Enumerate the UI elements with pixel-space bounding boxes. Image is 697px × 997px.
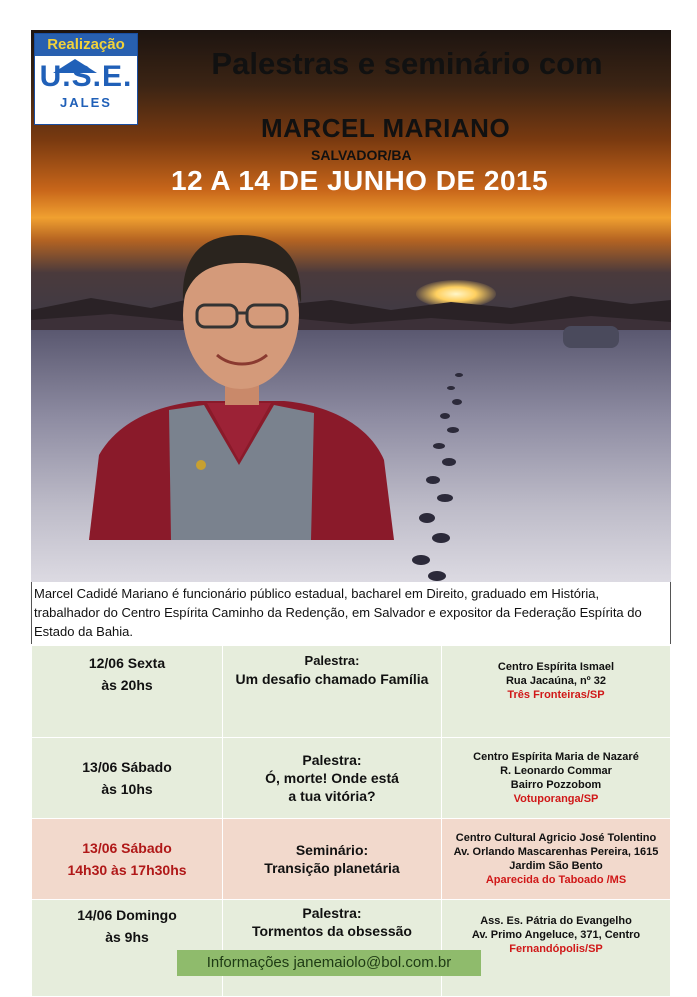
venue-neighborhood: Jardim São Bento bbox=[509, 860, 603, 872]
schedule-time: às 10hs bbox=[101, 781, 153, 797]
use-jales-logo bbox=[34, 33, 138, 125]
schedule-venue bbox=[442, 738, 671, 819]
schedule-event bbox=[223, 738, 442, 819]
schedule-venue bbox=[442, 900, 671, 997]
event-type: Palestra: bbox=[302, 905, 362, 921]
schedule-when bbox=[32, 646, 223, 738]
headline: Palestras e seminário com bbox=[211, 46, 603, 81]
event-title: Tormentos da obsessão bbox=[251, 923, 412, 939]
schedule-time: às 20hs bbox=[101, 677, 153, 693]
schedule-event bbox=[223, 646, 442, 738]
schedule-when bbox=[32, 819, 223, 900]
house-icon bbox=[53, 59, 97, 73]
speaker-name: MARCEL MARIANO bbox=[261, 113, 511, 143]
schedule-date: 14/06 Domingo bbox=[77, 907, 177, 923]
event-type: Palestra: bbox=[304, 653, 360, 668]
logo-city: JALES bbox=[60, 95, 112, 110]
venue-city: Fernandópolis/SP bbox=[509, 943, 603, 955]
venue-city: Votuporanga/SP bbox=[513, 793, 599, 805]
contact-info: Informações janemaiolo@bol.com.br bbox=[177, 950, 481, 976]
event-type: Seminário: bbox=[295, 842, 369, 858]
schedule-date: 13/06 Sábado bbox=[82, 759, 172, 775]
venue-address: Av. Orlando Mascarenhas Pereira, 1615 bbox=[453, 846, 659, 858]
venue-address: Rua Jacaúna, nº 32 bbox=[505, 675, 606, 687]
event-type: Palestra: bbox=[302, 752, 362, 768]
schedule-row bbox=[32, 738, 671, 819]
event-title-line-1: Ó, morte! Onde está bbox=[265, 770, 399, 786]
schedule-date: 12/06 Sexta bbox=[88, 655, 166, 671]
speaker-bio: Marcel Cadidé Mariano é funcionário público estadual, bacharel em Direito, graduado em História, trabalhador do Centro Espírita Caminho da Redenção, em Salvador e expositor da Federação Espírita do Estado da Bahia. bbox=[31, 582, 671, 644]
event-title: Um desafio chamado Família bbox=[235, 671, 429, 687]
venue-name: Centro Espírita Maria de Nazaré bbox=[473, 751, 639, 763]
venue-address: R. Leonardo Commar bbox=[500, 765, 612, 777]
venue-neighborhood: Bairro Pozzobom bbox=[510, 779, 602, 791]
schedule-venue bbox=[442, 646, 671, 738]
schedule-time: às 9hs bbox=[105, 929, 149, 945]
logo-realizacao: Realização bbox=[35, 34, 137, 56]
schedule-row bbox=[32, 819, 671, 900]
event-dates: 12 A 14 DE JUNHO DE 2015 bbox=[171, 165, 549, 196]
speaker-portrait bbox=[89, 205, 394, 540]
schedule-time: 14h30 às 17h30hs bbox=[67, 862, 187, 878]
schedule-event bbox=[223, 900, 442, 997]
venue-address: Av. Primo Angeluce, 371, Centro bbox=[471, 929, 641, 941]
venue-city: Aparecida do Taboado /MS bbox=[485, 874, 627, 886]
schedule-date: 13/06 Sábado bbox=[82, 840, 172, 856]
venue-name: Centro Espírita Ismael bbox=[497, 661, 615, 673]
schedule-when bbox=[32, 900, 223, 997]
hero-image bbox=[31, 30, 671, 582]
schedule-when bbox=[32, 738, 223, 819]
logo-use: U.S.E. bbox=[39, 60, 133, 93]
schedule-row bbox=[32, 900, 671, 997]
event-title-line-2: a tua vitória? bbox=[288, 788, 376, 804]
venue-name: Centro Cultural Agricio José Tolentino bbox=[455, 832, 657, 844]
venue-city: Três Fronteiras/SP bbox=[507, 689, 605, 701]
event-title: Transição planetária bbox=[264, 860, 400, 876]
schedule-venue bbox=[442, 819, 671, 900]
speaker-city: SALVADOR/BA bbox=[311, 147, 412, 163]
venue-name: Ass. Es. Pátria do Evangelho bbox=[480, 915, 632, 927]
schedule-event bbox=[223, 819, 442, 900]
schedule-row bbox=[32, 646, 671, 738]
schedule-table bbox=[31, 645, 671, 997]
